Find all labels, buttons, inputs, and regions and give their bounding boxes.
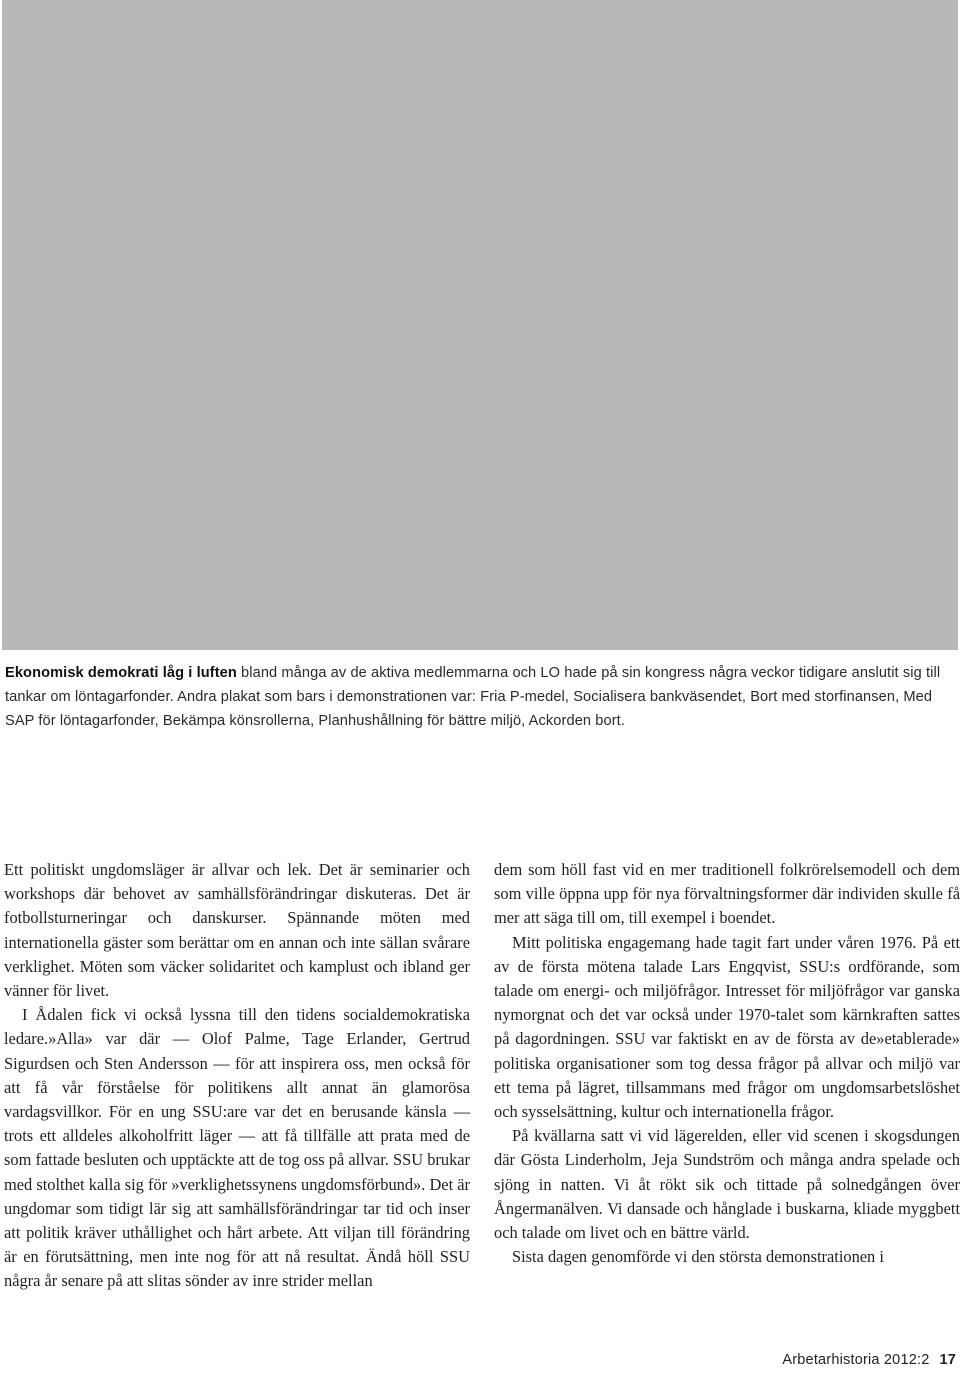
right-column [494,858,960,1269]
page-footer [782,1352,956,1368]
left-column [4,858,470,1294]
paragraph: I Ådalen fick vi också lyssna till den tidens socialdemokratiska ledare.»Alla» var där — Olof Palme, Tage Erlander, Gertrud Sigurdsen och Sten Andersson — för att inspirera oss, men också för att få vår förståelse för politikens allt annat än glamorösa vardagsvillkor. För en ung SSU:are var det en berusande känsla — trots ett alldeles alkoholfritt läger — att få tillfälle att prata med de som fattade besluten och upptäckte att de tog oss på allvar. SSU brukar med stolthet kalla sig för »verklighetssynens ungdomsförbund». Det är ungdomar som tidigt lär sig att samhällsförändringar tar tid och inser att politik kräver uthållighet och hårt arbete. Att viljan till förändring är en förutsättning, men inte nog för att nå resultat. Ändå höll SSU några år senare på att slitas sönder av inre strider mellan [4,1005,470,1291]
paragraph: dem som höll fast vid en mer traditionell folkrörelsemodell och dem som ville öppna upp för nya förvaltningsformer där individen skulle få mer att säga till om, till exempel i boendet. [494,860,960,928]
page-number: 17 [939,1352,956,1368]
photo-caption [5,661,957,733]
paragraph: Ett politiskt ungdomsläger är allvar och lek. Det är seminarier och workshops där behovet av samhällsförändringar diskuteras. Det är fotbollsturneringar och danskurser. Spännande möten med internationella gäster som berättar om en annan och inte sällan svårare verklighet. Möten som väcker solidaritet och kamplust och ibland ger vänner för livet. [4,860,470,1001]
photo-placeholder [2,0,958,650]
journal-issue: Arbetarhistoria 2012:2 [782,1352,930,1368]
paragraph: Mitt politiska engagemang hade tagit fart under våren 1976. På ett av de första mötena talade Lars Engqvist, SSU:s ordförande, som talade om energi- och miljöfrågor. Intresset för miljöfrågor var ganska nymorgnat och det var också under 1970-talet som kärnkraften sattes på dagordningen. SSU var faktiskt en av de första av de»etablerade» politiska organisationer som tog dessa frågor på allvar och miljö var ett tema på lägret, tillsammans med frågor om ungdomsarbetslöshet och sysselsättning, kultur och internationella frågor. [494,932,960,1122]
caption-lead: Ekonomisk demokrati låg i luften [5,665,237,681]
caption-text: bland många av de aktiva medlemmarna och LO hade på sin kongress några veckor tidigare anslutit sig till tankar om löntagarfonder. Andra plakat som bars i demonstrationen var: Fria P-medel, Socialisera bankväsendet, Bort med storfinansen, Med SAP för löntagarfonder, Bekämpa könsrollerna, Planhushållning för bättre miljö, Ackorden bort. [5,665,941,729]
paragraph: Sista dagen genomförde vi den största demonstrationen i [512,1247,884,1267]
paragraph: På kvällarna satt vi vid lägerelden, eller vid scenen i skogsdungen där Gösta Linderholm, Jeja Sundström och många andra spelade och sjöng in natten. Vi åt rökt sik och tittade på solnedgången över Ångermanälven. Vi dansade och hånglade i buskarna, kliade myggbett och talade om livet och en bättre värld. [494,1126,960,1243]
